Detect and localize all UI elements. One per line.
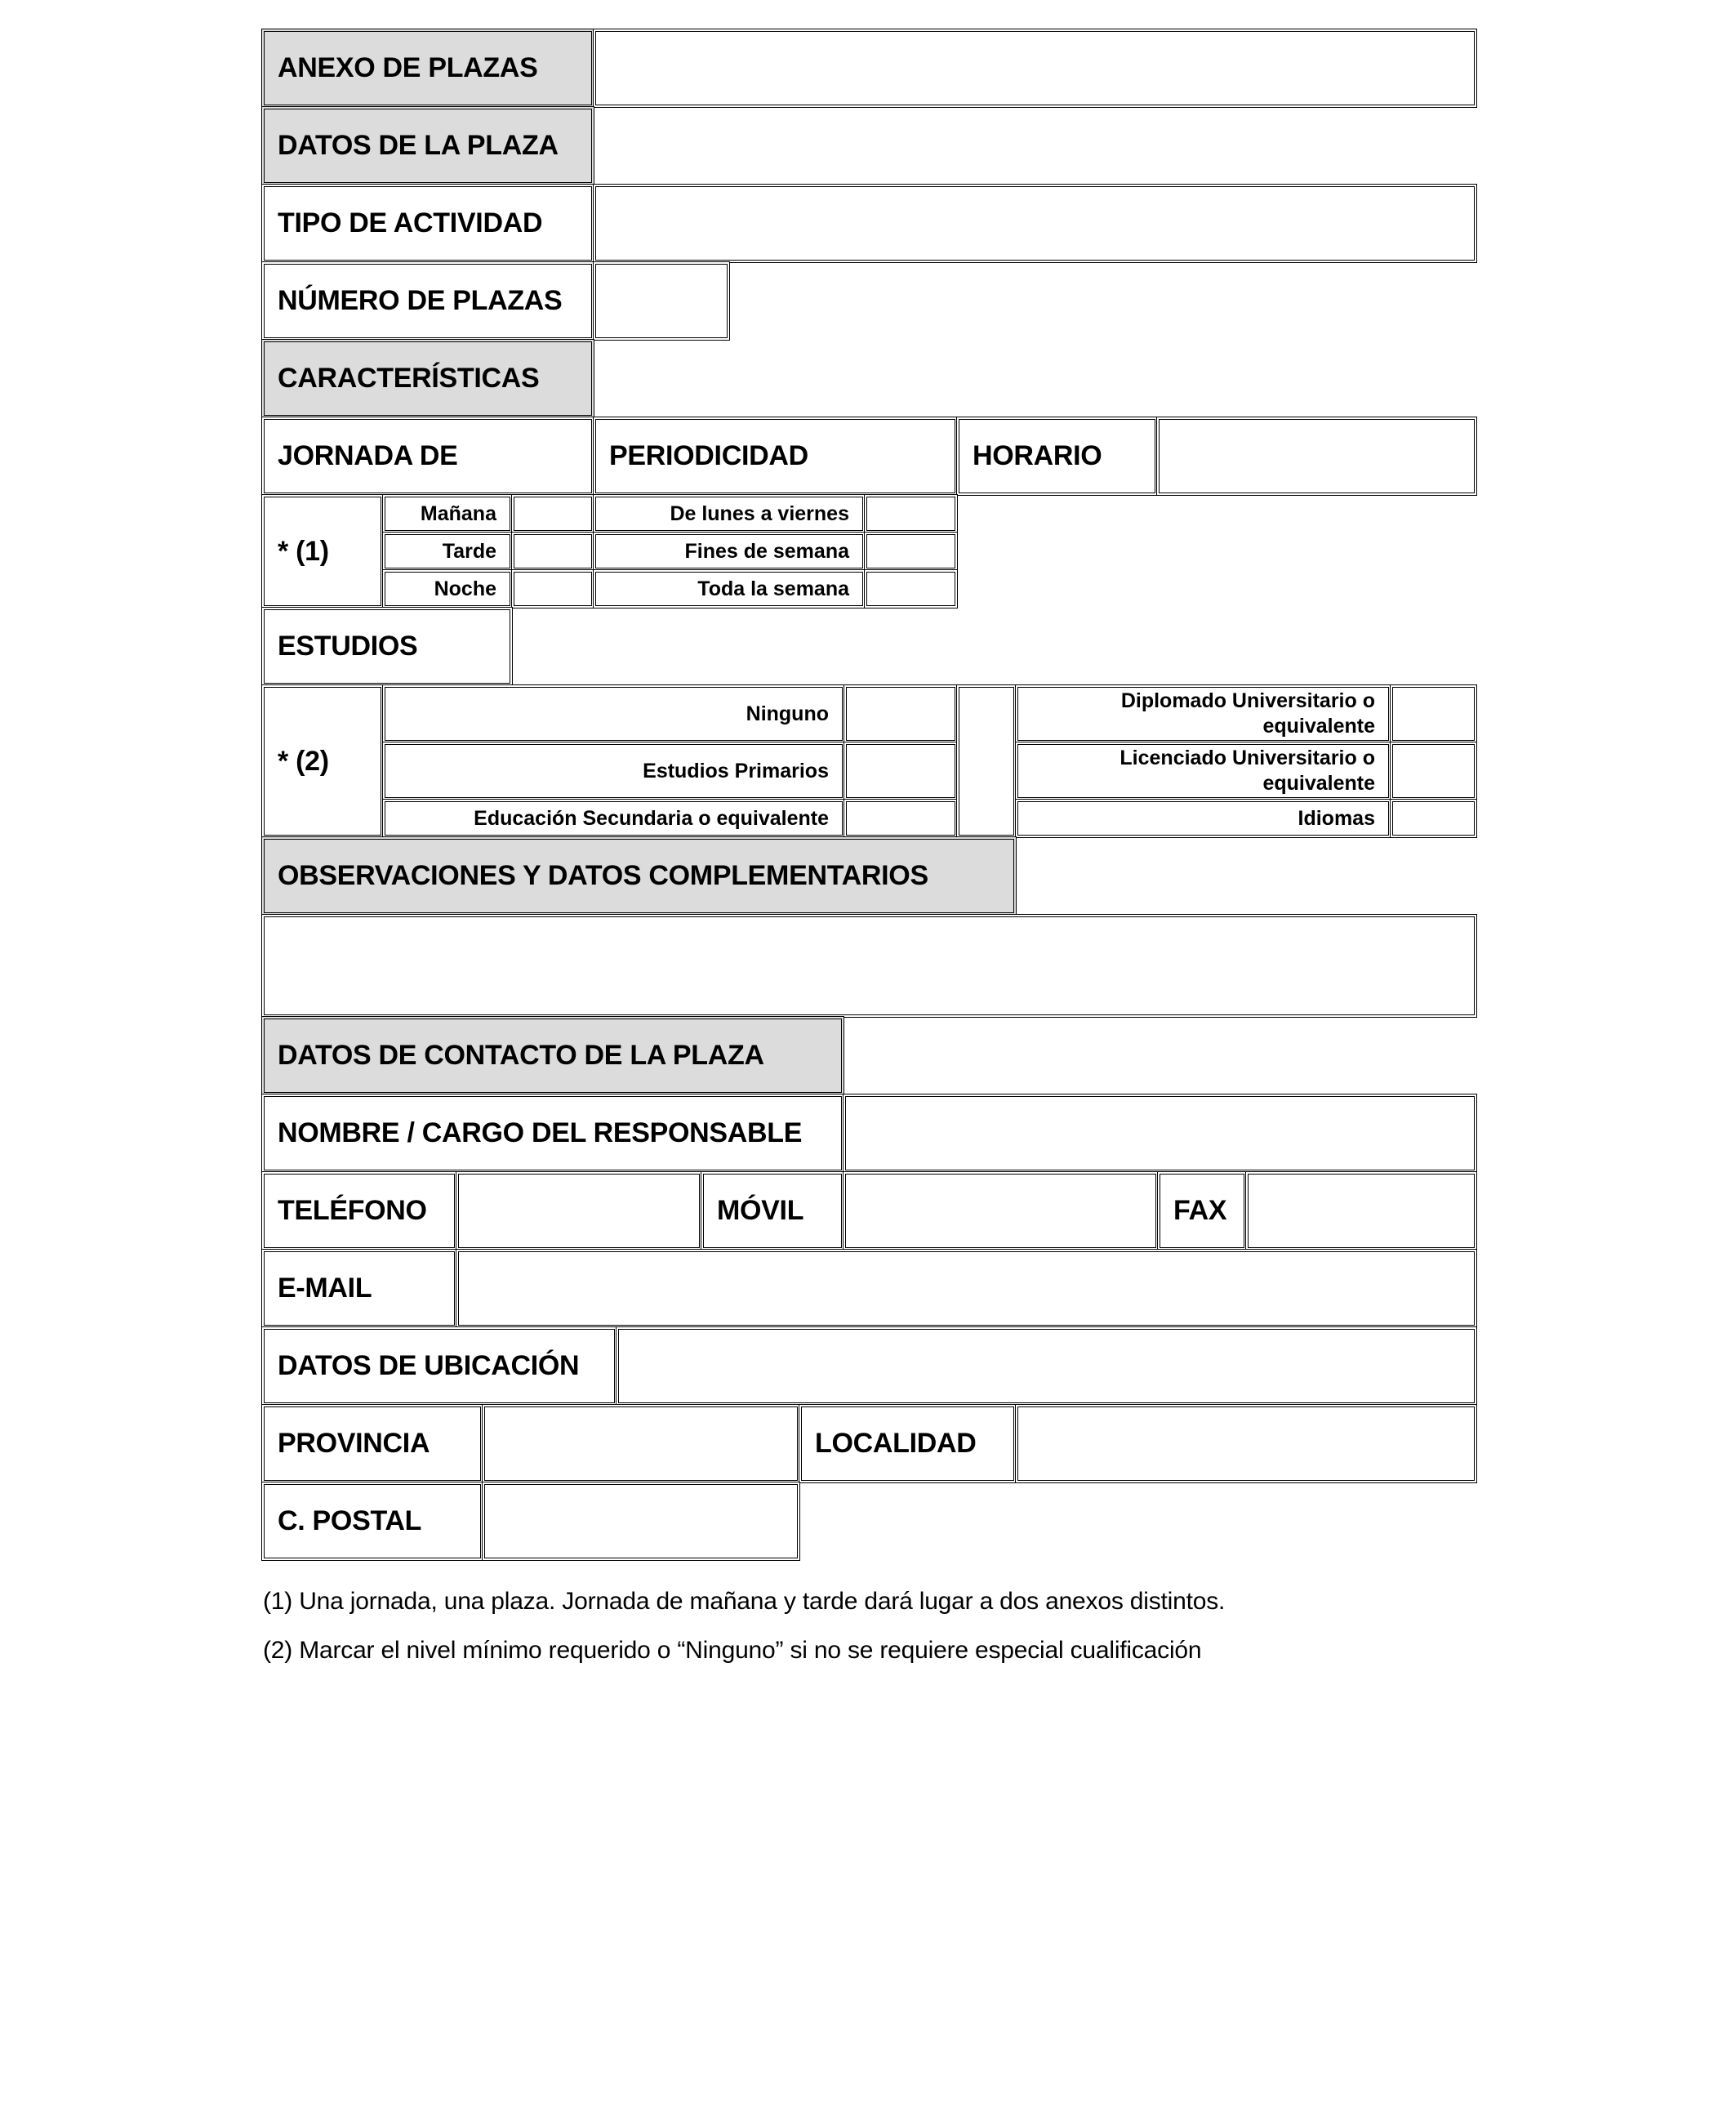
nombre-cargo-label <box>261 1094 844 1173</box>
estudios-checkbox-idiomas[interactable] <box>1390 799 1477 838</box>
datos-ubicacion-field[interactable] <box>616 1326 1477 1406</box>
anexo-de-plazas-text: ANEXO DE PLAZAS <box>278 52 538 83</box>
periodicidad-option-fines-semana-text: Fines de semana <box>684 539 849 563</box>
ref1-text: * (1) <box>278 535 329 567</box>
movil-field[interactable] <box>843 1171 1159 1250</box>
periodicidad-checkbox-fines-semana[interactable] <box>864 532 958 571</box>
datos-contacto-text: DATOS DE CONTACTO DE LA PLAZA <box>278 1040 764 1071</box>
datos-ubicacion-label <box>261 1326 617 1406</box>
provincia-label <box>261 1404 483 1483</box>
jornada-option-tarde-text: Tarde <box>442 539 496 563</box>
estudios-option-secundaria <box>382 799 845 838</box>
movil-text: MÓVIL <box>717 1195 804 1226</box>
estudios-option-idiomas-text: Idiomas <box>1298 806 1375 830</box>
observaciones-field[interactable] <box>261 914 1477 1018</box>
estudios-option-diplomado <box>1015 684 1391 743</box>
estudios-spacer <box>956 684 1017 838</box>
jornada-option-noche-text: Noche <box>434 577 496 600</box>
periodicidad-option-lunes-viernes-text: De lunes a viernes <box>670 502 849 525</box>
datos-de-la-plaza-heading <box>261 106 594 185</box>
c-postal-field[interactable] <box>482 1482 800 1561</box>
periodicidad-option-toda-semana <box>593 569 866 608</box>
c-postal-label <box>261 1482 483 1561</box>
provincia-text: PROVINCIA <box>278 1428 430 1459</box>
localidad-label <box>799 1404 1017 1483</box>
estudios-checkbox-primarios[interactable] <box>844 742 958 800</box>
provincia-field[interactable] <box>482 1404 800 1483</box>
periodicidad-checkbox-toda-semana[interactable] <box>864 569 958 608</box>
estudios-checkbox-secundaria[interactable] <box>844 799 958 838</box>
estudios-checkbox-ninguno[interactable] <box>844 684 958 743</box>
estudios-option-secundaria-text: Educación Secundaria o equivalente <box>474 806 829 830</box>
datos-de-la-plaza-text: DATOS DE LA PLAZA <box>278 130 559 161</box>
email-field[interactable] <box>456 1249 1477 1328</box>
anexo-de-plazas-field[interactable] <box>593 29 1477 108</box>
horario-text: HORARIO <box>973 440 1102 471</box>
ref2-text: * (2) <box>278 745 329 777</box>
estudios-checkbox-licenciado[interactable] <box>1390 742 1477 800</box>
movil-label <box>701 1171 844 1250</box>
estudios-option-licenciado-line1: Licenciado Universitario o <box>1119 746 1375 769</box>
caracteristicas-heading <box>261 339 594 418</box>
jornada-checkbox-manana[interactable] <box>511 494 594 533</box>
estudios-text: ESTUDIOS <box>278 631 418 662</box>
estudios-label <box>261 607 513 686</box>
numero-de-plazas-field[interactable] <box>593 261 730 341</box>
jornada-checkbox-noche[interactable] <box>511 569 594 608</box>
tipo-de-actividad-field[interactable] <box>593 184 1477 263</box>
jornada-option-manana <box>382 494 513 533</box>
ref2-label <box>261 684 384 838</box>
ref1-label <box>261 494 384 608</box>
telefono-text: TELÉFONO <box>278 1195 427 1226</box>
c-postal-text: C. POSTAL <box>278 1505 422 1536</box>
horario-label <box>956 417 1158 496</box>
email-label <box>261 1249 457 1328</box>
horario-field[interactable] <box>1156 417 1477 496</box>
estudios-option-idiomas <box>1015 799 1391 838</box>
fax-label <box>1157 1171 1247 1250</box>
estudios-option-diplomado-line2: equivalente <box>1262 715 1375 738</box>
email-text: E-MAIL <box>278 1273 372 1304</box>
anexo-de-plazas-label <box>261 29 594 108</box>
periodicidad-checkbox-lunes-viernes[interactable] <box>864 494 958 533</box>
estudios-checkbox-diplomado[interactable] <box>1390 684 1477 743</box>
fax-text: FAX <box>1173 1195 1227 1226</box>
jornada-option-noche <box>382 569 513 608</box>
numero-de-plazas-text: NÚMERO DE PLAZAS <box>278 285 563 316</box>
estudios-option-diplomado-line1: Diplomado Universitario o <box>1120 689 1375 712</box>
estudios-option-primarios <box>382 742 845 800</box>
periodicidad-text: PERIODICIDAD <box>609 440 808 471</box>
periodicidad-option-fines-semana <box>593 532 866 571</box>
tipo-de-actividad-label <box>261 184 594 263</box>
estudios-option-primarios-text: Estudios Primarios <box>643 759 829 782</box>
jornada-de-text: JORNADA DE <box>278 440 458 471</box>
periodicidad-label <box>593 417 958 496</box>
nombre-cargo-text: NOMBRE / CARGO DEL RESPONSABLE <box>278 1117 803 1148</box>
telefono-label <box>261 1171 457 1250</box>
localidad-field[interactable] <box>1015 1404 1477 1483</box>
tipo-de-actividad-text: TIPO DE ACTIVIDAD <box>278 207 543 238</box>
jornada-de-label <box>261 417 594 496</box>
datos-ubicacion-text: DATOS DE UBICACIÓN <box>278 1350 580 1381</box>
estudios-option-licenciado <box>1015 742 1391 800</box>
estudios-option-ninguno-text: Ninguno <box>746 702 829 725</box>
caracteristicas-text: CARACTERÍSTICAS <box>278 363 540 394</box>
localidad-text: LOCALIDAD <box>815 1428 977 1459</box>
observaciones-heading <box>261 836 1017 916</box>
footnote-2: (2) Marcar el nivel mínimo requerido o “Ninguno” si no se requiere especial cualificación <box>263 1637 1202 1664</box>
estudios-option-licenciado-line2: equivalente <box>1262 772 1375 795</box>
fax-field[interactable] <box>1245 1171 1477 1250</box>
observaciones-text: OBSERVACIONES Y DATOS COMPLEMENTARIOS <box>278 860 928 891</box>
numero-de-plazas-label <box>261 261 594 341</box>
datos-contacto-heading <box>261 1016 844 1095</box>
footnote-1: (1) Una jornada, una plaza. Jornada de mañana y tarde dará lugar a dos anexos distintos. <box>263 1588 1226 1615</box>
periodicidad-option-toda-semana-text: Toda la semana <box>697 577 849 600</box>
jornada-option-tarde <box>382 532 513 571</box>
jornada-checkbox-tarde[interactable] <box>511 532 594 571</box>
jornada-option-manana-text: Mañana <box>420 502 496 525</box>
estudios-option-ninguno <box>382 684 845 743</box>
telefono-field[interactable] <box>456 1171 702 1250</box>
periodicidad-option-lunes-viernes <box>593 494 866 533</box>
nombre-cargo-field[interactable] <box>843 1094 1477 1173</box>
